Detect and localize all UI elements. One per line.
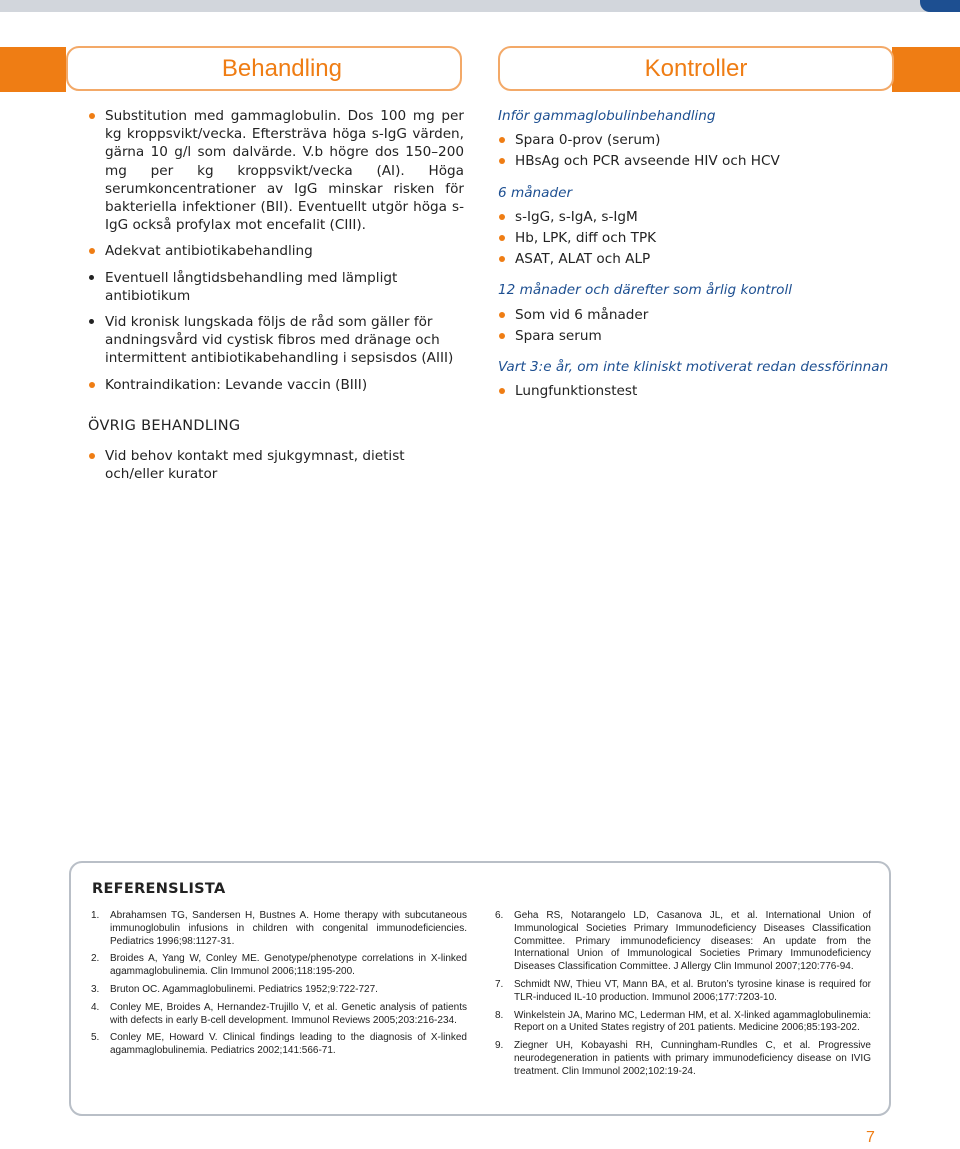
ovrig-behandling-heading: ÖVRIG BEHANDLING bbox=[88, 417, 241, 434]
list-item: Spara serum bbox=[498, 327, 918, 345]
list-item: Adekvat antibiotikabehandling Eventuell långtidsbehandling med lämpligt antibiotikum Vid kronisk lungskada följs de råd som gäller för andningsvård vid cystisk fibros med dränage och intermittent antibiotikabehandling i sepsisdos (AIII) bbox=[88, 242, 464, 367]
list-item: Vid behov kontakt med sjukgymnast, dietist och/eller kurator bbox=[88, 447, 464, 483]
reference-column-left bbox=[91, 910, 467, 1063]
kontroller-column bbox=[498, 107, 918, 413]
reference-item: 4. Conley ME, Broides A, Hernandez-Trujillo V, et al. Genetic analysis of patients with defects in early B-cell development. Immunol Reviews 2005;203:216-234. bbox=[91, 1001, 467, 1026]
reference-item: 2. Broides A, Yang W, Conley ME. Genotype/phenotype correlations in X-linked agammaglobulinemia. Clin Immunol 2006;118:195-200. bbox=[91, 953, 467, 978]
top-bar bbox=[0, 0, 960, 12]
behandling-heading: Behandling bbox=[221, 54, 342, 82]
behandling-column bbox=[88, 107, 464, 483]
orange-tab-right bbox=[892, 47, 960, 92]
list-item: HBsAg och PCR avseende HIV och HCV bbox=[498, 152, 918, 170]
list-item: Substitution med gammaglobulin. Dos 100 mg per kg kroppsvikt/vecka. Eftersträva höga s-IgG värden, gärna 10 g/l som dalvärde. V.b högre dos 150–200 mg per kg kroppsvikt/vecka (AI). Höga serumkoncentrationer av IgG minskar risken för bakteriella infektioner (BII). Eventuellt utgör höga s-IgG också profylax mot encefalit (CIII). bbox=[88, 107, 464, 234]
control-group bbox=[498, 184, 918, 269]
reference-item: 1. Abrahamsen TG, Sandersen H, Bustnes A. Home therapy with subcutaneous immunoglobulin infusions in children with congenital immunodeficiencies. Pediatrics 1996;98:1127-31. bbox=[91, 910, 467, 947]
list-item: Spara 0-prov (serum) bbox=[498, 131, 918, 149]
list-item: Som vid 6 månader bbox=[498, 306, 918, 324]
reference-item: 7. Schmidt NW, Thieu VT, Mann BA, et al. Bruton’s tyrosine kinase is required for TLR-induced IL-10 production. Immunol 2006;177:7203-10. bbox=[495, 978, 871, 1003]
group-title: 6 månader bbox=[498, 184, 573, 201]
kontroller-header-box bbox=[498, 46, 894, 91]
reference-item: 3. Bruton OC. Agammaglobulinemi. Pediatrics 1952;9:722-727. bbox=[91, 983, 378, 995]
group-title: 12 månader och därefter som årlig kontroll bbox=[498, 282, 793, 299]
page-number: 7 bbox=[866, 1129, 875, 1146]
orange-tab-left bbox=[0, 47, 66, 92]
reference-item: 5. Conley ME, Howard V. Clinical findings leading to the diagnosis of X-linked agammaglobulinemia. Pediatrics 2002;141:566-71. bbox=[91, 1032, 467, 1057]
control-group bbox=[498, 358, 918, 400]
sub-list-item: Vid kronisk lungskada följs de råd som gäller för andningsvård vid cystisk fibros med dränage och intermittent antibiotikabehandling i sepsisdos (AIII) bbox=[88, 313, 464, 368]
list-item: Kontraindikation: Levande vaccin (BIII) bbox=[88, 376, 464, 394]
control-group bbox=[498, 107, 918, 171]
list-item: s-IgG, s-IgA, s-IgM bbox=[498, 208, 918, 226]
behandling-header-box bbox=[66, 46, 462, 91]
list-item: ASAT, ALAT och ALP bbox=[498, 250, 918, 268]
reference-item: 6. Geha RS, Notarangelo LD, Casanova JL, et al. International Union of Immunological Societies Primary Immunodeficiency Diseases Classification Committee. Primary immunodeficiency diseases: An update from the International Union of Immunological Societies Primary Immunodeficiency Diseases Classification Committee. J Allergy Clin Immunol 2007;120:776-94. bbox=[495, 910, 871, 973]
kontroller-heading: Kontroller bbox=[644, 54, 748, 82]
reference-item: 9. Ziegner UH, Kobayashi RH, Cunningham-Rundles C, et al. Progressive neurodegeneration in patients with primary immunodeficiency disease on IVIG treatment. Clin Immunol 2002;102:19-24. bbox=[495, 1040, 871, 1077]
behandling-list bbox=[88, 107, 464, 394]
reference-item: 8. Winkelstein JA, Marino MC, Lederman HM, et al. X-linked agammaglobulinemia: Report on a United States registry of 201 patients. Medicine 2006;85:193-202. bbox=[495, 1009, 871, 1034]
list-item: Hb, LPK, diff och TPK bbox=[498, 229, 918, 247]
reference-column-right bbox=[495, 910, 871, 1084]
reference-box bbox=[69, 861, 891, 1116]
reference-heading: REFERENSLISTA bbox=[92, 881, 226, 897]
control-group bbox=[498, 281, 918, 345]
group-title: Inför gammaglobulinbehandling bbox=[498, 108, 716, 124]
list-item: Lungfunktionstest bbox=[498, 382, 918, 400]
ovrig-list bbox=[88, 447, 464, 483]
group-title: Vart 3:e år, om inte kliniskt motiverat redan dessförinnan bbox=[498, 359, 889, 376]
top-bar-accent bbox=[920, 0, 960, 12]
sub-list bbox=[105, 269, 464, 368]
sub-list-item: Eventuell långtidsbehandling med lämpligt antibiotikum bbox=[88, 269, 464, 305]
